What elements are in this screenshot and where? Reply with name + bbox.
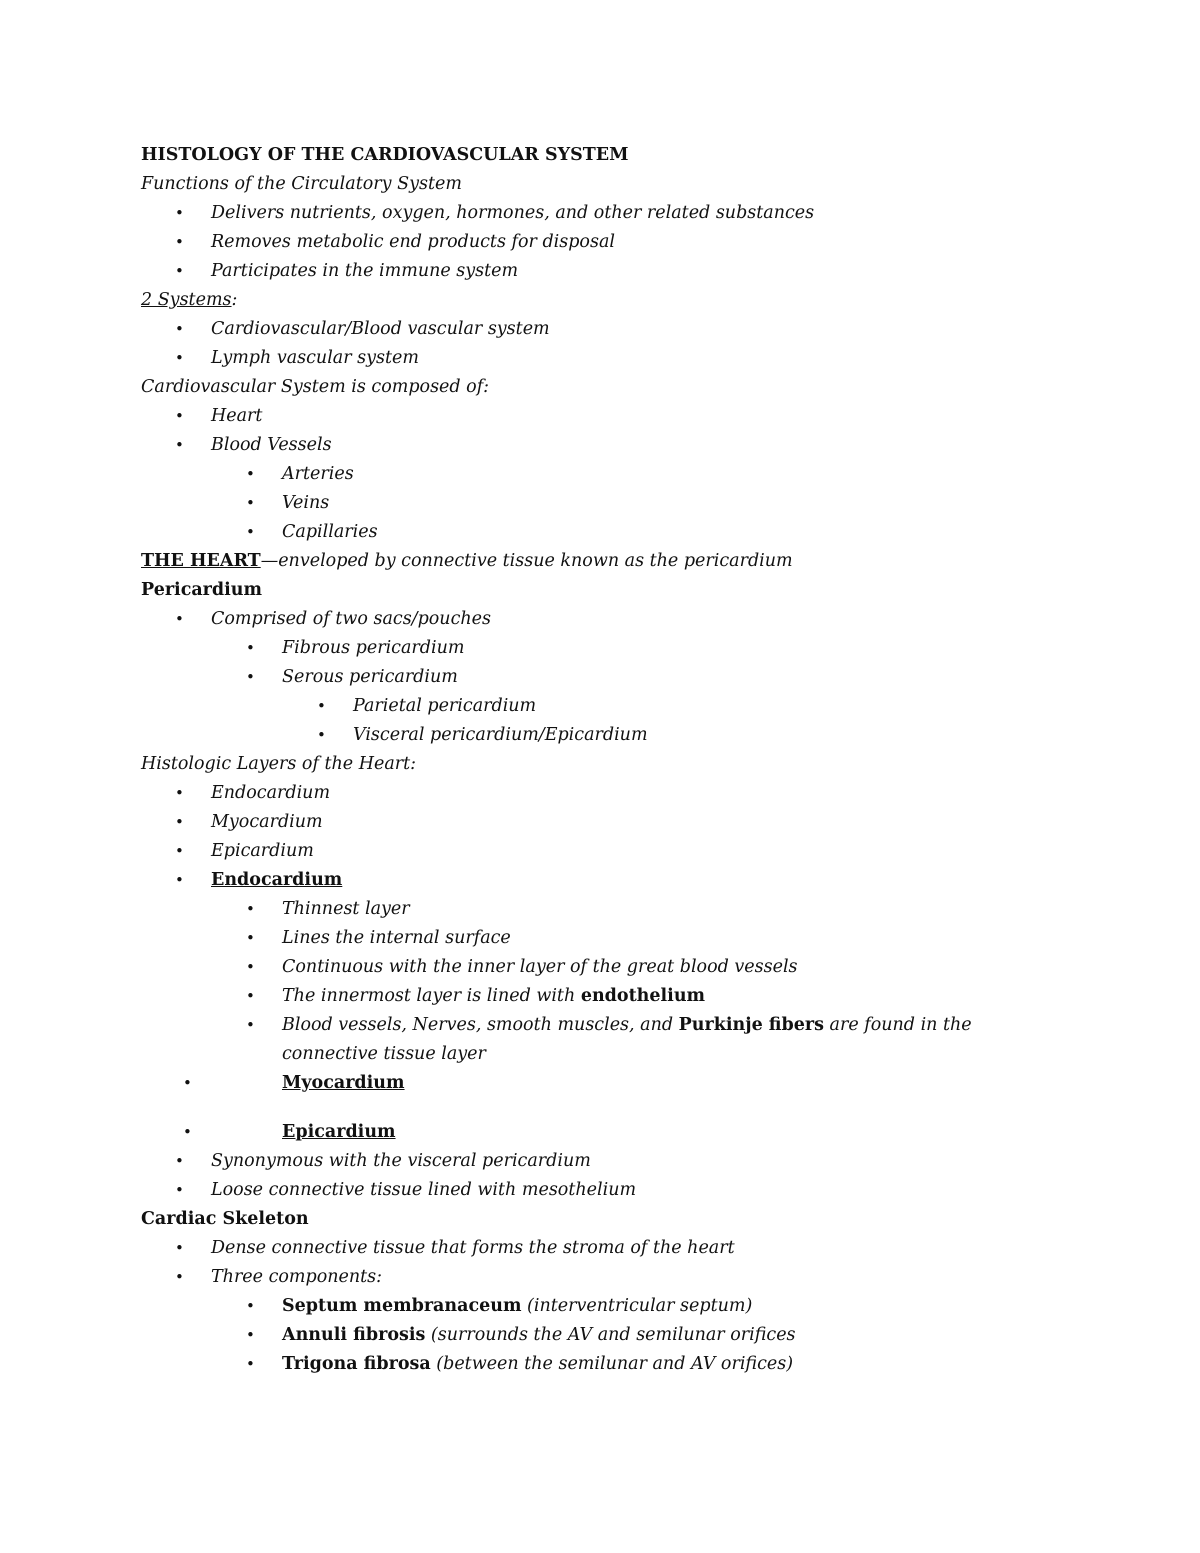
document-page: HISTOLOGY OF THE CARDIOVASCULAR SYSTEM Functions of the Circulatory System • Delivers nutrients, oxygen, hormones, and other related substances • Removes metabolic end products for disposal • Participates in the immune system 2 Systems: • Cardiovascular/Blood vascular system • Lymph vascular system Cardiovascular System is composed of: • Heart • Blood Vessels • Arteries • Veins • Capillaries THE HEART—enveloped by connective tissue known as the pericardium Pericardium • Comprised of two sacs/pouches • Fibrous pericardium • Serous pericardium • Parietal pericardium • Visceral pericardium/Epicardium Histologic Layers of the Heart: • Endocardium • Myocardium • Epicardium • Endocardium • Thinnest layer • Lines the internal surface • Continuous with the inner layer of the great blood vessels • The innermost layer is lined with endothelium • Blood vessels, Nerves, smooth muscles, and Purkinje fibers are found in the connective tissue layer • Myocardium • Epicardium • Synonymous with the visceral pericardium • Loose connective tissue lined with mesothelium Cardiac Skeleton • Dense connective tissue that forms the stroma of the heart • Three components: • Septum membranaceum (interventricular septum) • Annuli fibrosis (surrounds the AV and semilunar orifices • Trigona fibrosa (between the semilunar and AV orifices) (141, 145, 972, 1374)
